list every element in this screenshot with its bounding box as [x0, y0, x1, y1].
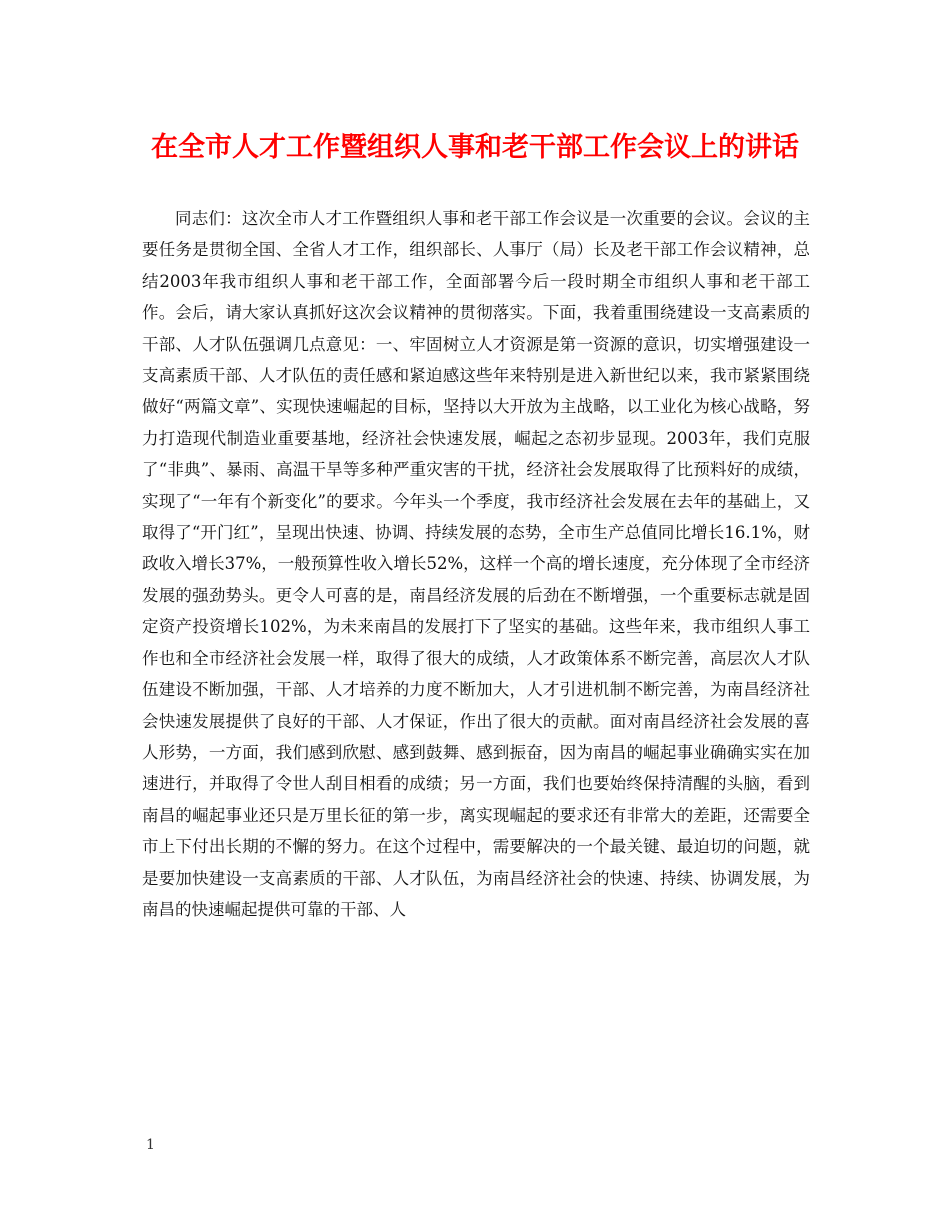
document-title: 在全市人才工作暨组织人事和老干部工作会议上的讲话 — [151, 132, 799, 163]
document-body-paragraph: 同志们：这次全市人才工作暨组织人事和老干部工作会议是一次重要的会议。会议的主要任务是贯彻全国、全省人才工作，组织部长、人事厅（局）长及老干部工作会议精神，总结2003年我市组织人事和老干部工作，全面部署今后一段时期全市组织人事和老干部工作。会后，请大家认真抓好这次会议精神的贯彻落实。下面，我着重围绕建设一支高素质的干部、人才队伍强调几点意见：一、牢固树立人才资源是第一资源的意识，切实增强建设一支高素质干部、人才队伍的责任感和紧迫感这些年来特别是进入新世纪以来，我市紧紧围绕做好“两篇文章”、实现快速崛起的目标，坚持以大开放为主战略，以工业化为核心战略，努力打造现代制造业重要基地，经济社会快速发展，崛起之态初步显现。2003年，我们克服了“非典”、暴雨、高温干旱等多种严重灾害的干扰，经济社会发展取得了比预料好的成绩，实现了“一年有个新变化”的要求。今年头一个季度，我市经济社会发展在去年的基础上，又取得了“开门红”，呈现出快速、协调、持续发展的态势，全市生产总值同比增长16.1%，财政收入增长37%，一般预算性收入增长52%，这样一个高的增长速度，充分体现了全市经济发展的强劲势头。更令人可喜的是，南昌经济发展的后劲在不断增强，一个重要标志就是固定资产投资增长102%，为未来南昌的发展打下了坚实的基础。这些年来，我市组织人事工作也和全市经济社会发展一样，取得了很大的成绩，人才政策体系不断完善，高层次人才队伍建设不断加强，干部、人才培养的力度不断加大，人才引进机制不断完善，为南昌经济社会快速发展提供了良好的干部、人才保证，作出了很大的贡献。面对南昌经济社会发展的喜人形势，一方面，我们感到欣慰、感到鼓舞、感到振奋，因为南昌的崛起事业确确实实在加速进行，并取得了令世人刮目相看的成绩；另一方面，我们也要始终保持清醒的头脑，看到南昌的崛起事业还只是万里长征的第一步，离实现崛起的要求还有非常大的差距，还需要全市上下付出长期的不懈的努力。在这个过程中，需要解决的一个最关键、最迫切的问题，就是要加快建设一支高素质的干部、人才队伍，为南昌经济社会的快速、持续、协调发展，为南昌的快速崛起提供可靠的干部、人 — [142, 209, 810, 919]
page-number: 1 — [146, 1137, 155, 1153]
